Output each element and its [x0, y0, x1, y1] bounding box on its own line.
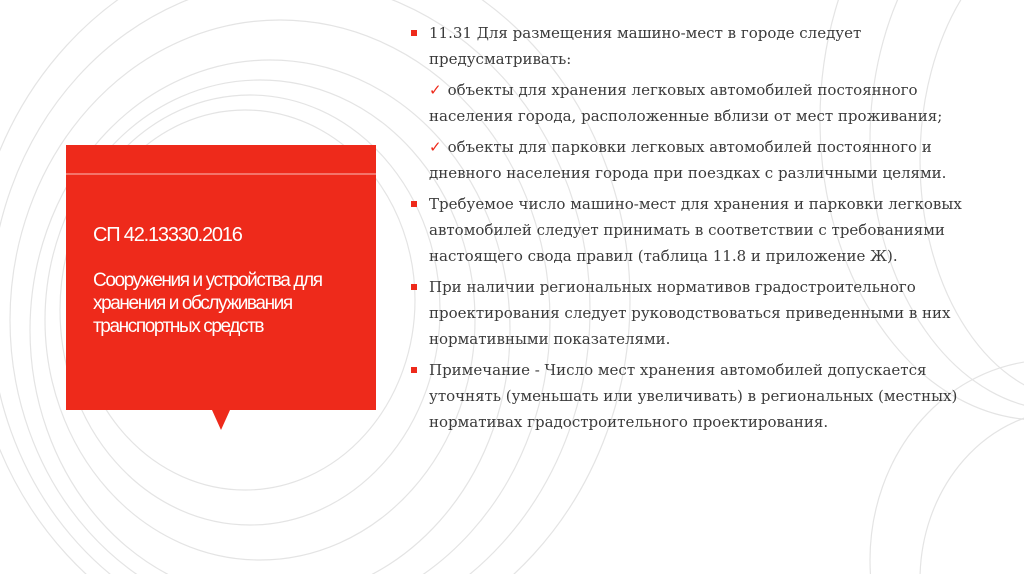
checkmark-icon: ✓	[429, 81, 442, 99]
title-pointer-triangle	[212, 410, 230, 430]
slide-title-name: Сооружения и устройства для хранения и обслуживания транспортных средств	[93, 270, 322, 337]
bullet-text: Требуемое число машино-мест для хранения и парковки легковых автомобилей следует принимать в соответствии с требованиями настоящего свода правил (таблица 11.8 и приложение Ж).	[429, 195, 962, 265]
slide-content	[409, 20, 999, 440]
square-bullet-icon	[411, 30, 417, 36]
square-bullet-icon	[411, 284, 417, 290]
bullet-text: Примечание - Число мест хранения автомобилей допускается уточнять (уменьшать или увеличивать) в региональных (местных) нормативах градостроительного проектирования.	[429, 361, 958, 431]
square-bullet-icon	[411, 367, 417, 373]
bullet-item	[409, 20, 999, 72]
checkmark-icon: ✓	[429, 138, 442, 156]
title-band	[66, 173, 376, 175]
bullet-item	[409, 274, 999, 352]
check-item	[409, 134, 999, 186]
bullet-item	[409, 357, 999, 435]
slide-title-code: СП 42.13330.2016	[93, 224, 242, 246]
check-text: объекты для хранения легковых автомобилей постоянного населения города, расположенные вблизи от мест проживания;	[429, 81, 943, 125]
bullet-item	[409, 191, 999, 269]
bullet-text: 11.31 Для размещения машино-мест в городе следует предусматривать:	[429, 24, 862, 68]
check-item	[409, 77, 999, 129]
square-bullet-icon	[411, 201, 417, 207]
check-text: объекты для парковки легковых автомобилей постоянного и дневного населения города при поездках с различными целями.	[429, 138, 947, 182]
bullet-text: При наличии региональных нормативов градостроительного проектирования следует руководствоваться приведенными в них нормативными показателями.	[429, 278, 951, 348]
title-panel	[66, 145, 376, 410]
